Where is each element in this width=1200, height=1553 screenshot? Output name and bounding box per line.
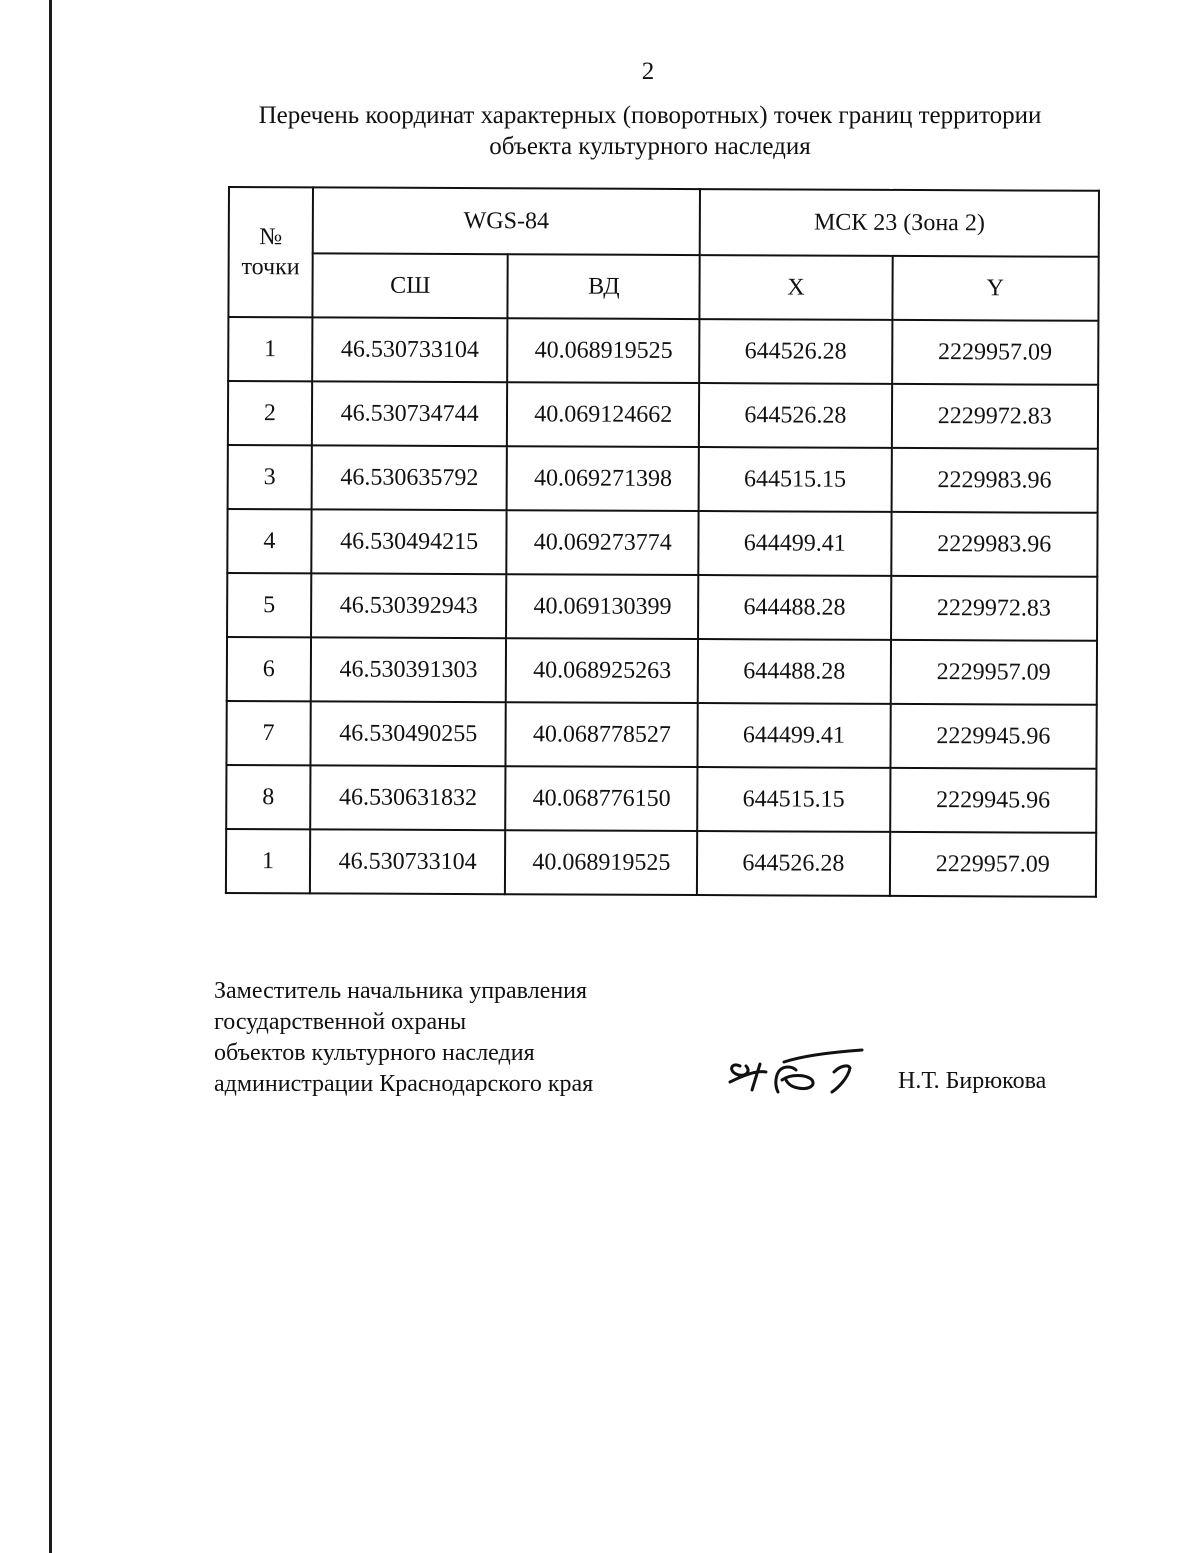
y-cell: 2229957.09 bbox=[892, 320, 1099, 385]
point-number-header bbox=[228, 187, 312, 317]
latitude-cell: 46.530733104 bbox=[312, 317, 508, 382]
point-number-cell: 6 bbox=[227, 637, 311, 701]
longitude-cell: 40.068925263 bbox=[506, 638, 698, 703]
document-title-line-1: Перечень координат характерных (поворотных) точек границ территории bbox=[258, 102, 1042, 129]
y-cell: 2229957.09 bbox=[889, 832, 1096, 897]
longitude-cell: 40.069273774 bbox=[507, 510, 699, 575]
scan-edge-line bbox=[49, 0, 52, 1553]
point-number-symbol: № bbox=[259, 224, 283, 251]
msk23-header: МСК 23 (Зона 2) bbox=[700, 189, 1099, 257]
x-cell: 644515.15 bbox=[697, 767, 890, 832]
longitude-cell: 40.068919525 bbox=[508, 318, 700, 383]
y-header: Y bbox=[892, 256, 1099, 321]
longitude-cell: 40.069130399 bbox=[507, 574, 699, 639]
latitude-cell: 46.530631832 bbox=[310, 765, 506, 830]
signatory-position-line: государственной охраны bbox=[214, 1009, 467, 1035]
signatory-position bbox=[214, 976, 593, 1100]
point-number-label: точки bbox=[241, 254, 300, 281]
x-cell: 644488.28 bbox=[698, 575, 891, 640]
table-header-row-1 bbox=[229, 187, 1099, 257]
y-cell: 2229957.09 bbox=[890, 640, 1097, 705]
x-cell: 644499.41 bbox=[698, 511, 891, 576]
y-cell: 2229972.83 bbox=[891, 384, 1098, 449]
y-cell: 2229945.96 bbox=[890, 704, 1097, 769]
longitude-cell: 40.068776150 bbox=[506, 766, 698, 831]
x-cell: 644488.28 bbox=[698, 639, 891, 704]
y-cell: 2229983.96 bbox=[891, 512, 1098, 577]
table-row bbox=[226, 765, 1096, 833]
latitude-cell: 46.530734744 bbox=[312, 381, 508, 446]
longitude-cell: 40.068778527 bbox=[506, 702, 698, 767]
signatory-position-line: объектов культурного наследия bbox=[214, 1040, 535, 1066]
x-cell: 644526.28 bbox=[699, 383, 892, 448]
longitude-cell: 40.068919525 bbox=[505, 830, 697, 895]
y-cell: 2229983.96 bbox=[891, 448, 1098, 513]
point-number-cell: 3 bbox=[228, 445, 312, 509]
point-number-cell: 8 bbox=[226, 765, 310, 829]
signatory-position-line: администрации Краснодарского края bbox=[214, 1071, 594, 1097]
point-number-cell: 5 bbox=[227, 573, 311, 637]
x-cell: 644526.28 bbox=[697, 831, 890, 896]
document-title-line-2: объекта культурного наследия bbox=[489, 133, 811, 160]
latitude-cell: 46.530494215 bbox=[311, 509, 507, 574]
table-row bbox=[228, 381, 1098, 449]
latitude-header: СШ bbox=[312, 253, 508, 318]
table-row bbox=[226, 829, 1096, 897]
document-title bbox=[150, 100, 1150, 162]
point-number-cell: 1 bbox=[228, 317, 312, 381]
latitude-cell: 46.530490255 bbox=[310, 701, 506, 766]
x-cell: 644515.15 bbox=[699, 447, 892, 512]
wgs84-header: WGS-84 bbox=[313, 187, 701, 255]
page-number: 2 bbox=[641, 58, 655, 85]
latitude-cell: 46.530635792 bbox=[311, 445, 507, 510]
handwritten-signature bbox=[722, 1040, 872, 1100]
latitude-cell: 46.530733104 bbox=[310, 829, 506, 894]
table-row bbox=[228, 445, 1098, 513]
point-number-cell: 7 bbox=[226, 701, 310, 765]
table-row bbox=[228, 317, 1098, 385]
longitude-cell: 40.069271398 bbox=[507, 446, 699, 511]
longitude-cell: 40.069124662 bbox=[507, 382, 699, 447]
x-cell: 644526.28 bbox=[699, 319, 892, 384]
x-header: X bbox=[700, 255, 893, 320]
latitude-cell: 46.530392943 bbox=[311, 573, 507, 638]
signatory-position-line: Заместитель начальника управления bbox=[214, 978, 588, 1004]
x-cell: 644499.41 bbox=[698, 703, 891, 768]
table-header-row-2 bbox=[228, 253, 1098, 321]
table-row bbox=[227, 573, 1097, 641]
signatory-name: Н.Т. Бирюкова bbox=[898, 1068, 1047, 1094]
table-row bbox=[227, 637, 1097, 705]
table-row bbox=[227, 509, 1097, 577]
table-row bbox=[226, 701, 1096, 769]
y-cell: 2229972.83 bbox=[891, 576, 1098, 641]
latitude-cell: 46.530391303 bbox=[311, 637, 507, 702]
coordinates-table bbox=[225, 186, 1100, 898]
y-cell: 2229945.96 bbox=[890, 768, 1097, 833]
point-number-cell: 4 bbox=[227, 509, 311, 573]
longitude-header: ВД bbox=[508, 254, 700, 319]
point-number-cell: 1 bbox=[226, 829, 310, 893]
point-number-cell: 2 bbox=[228, 381, 312, 445]
